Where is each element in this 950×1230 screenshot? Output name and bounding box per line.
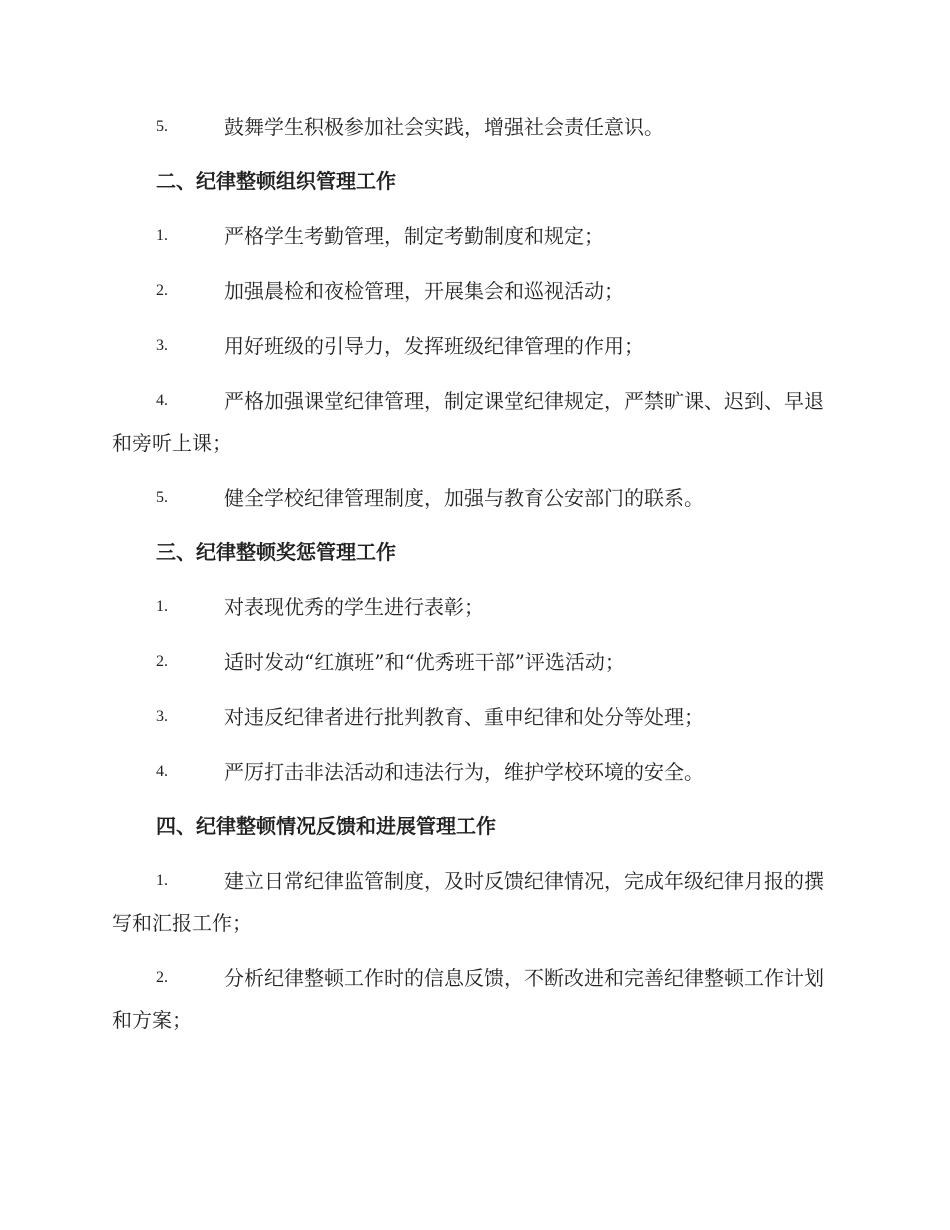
list-item xyxy=(112,325,837,367)
list-number: 2. xyxy=(156,282,168,299)
list-number: 3. xyxy=(156,337,168,354)
list-number: 2. xyxy=(156,653,168,670)
list-item xyxy=(112,957,837,1041)
list-text: 对违反纪律者进行批判教育、重申纪律和处分等处理； xyxy=(224,705,704,729)
list-item xyxy=(112,215,837,257)
list-text: 建立日常纪律监管制度，及时反馈纪律情况，完成年级纪律月报的撰写和汇报工作； xyxy=(112,869,824,935)
section-heading: 四、纪律整顿情况反馈和进展管理工作 xyxy=(156,814,496,838)
list-number: 4. xyxy=(156,392,168,409)
list-number: 3. xyxy=(156,708,168,725)
list-text: 严格学生考勤管理，制定考勤制度和规定； xyxy=(224,224,604,248)
list-text: 对表现优秀的学生进行表彰； xyxy=(224,595,484,619)
list-item xyxy=(112,477,837,519)
section-heading: 三、纪律整顿奖惩管理工作 xyxy=(156,540,396,564)
list-item xyxy=(112,751,837,793)
list-item xyxy=(112,380,837,464)
list-item xyxy=(112,860,837,944)
list-text: 健全学校纪律管理制度，加强与教育公安部门的联系。 xyxy=(224,486,704,510)
section-heading: 二、纪律整顿组织管理工作 xyxy=(156,169,396,193)
list-item xyxy=(112,696,837,738)
list-number: 2. xyxy=(156,969,168,986)
list-item xyxy=(112,641,837,683)
list-text: 鼓舞学生积极参加社会实践，增强社会责任意识。 xyxy=(224,115,664,139)
list-number: 4. xyxy=(156,763,168,780)
list-item xyxy=(112,106,837,148)
list-text: 严格加强课堂纪律管理，制定课堂纪律规定，严禁旷课、迟到、早退和旁听上课； xyxy=(112,389,824,455)
list-number: 5. xyxy=(156,118,168,135)
list-text: 用好班级的引导力，发挥班级纪律管理的作用； xyxy=(224,334,644,358)
list-text: 分析纪律整顿工作时的信息反馈，不断改进和完善纪律整顿工作计划和方案； xyxy=(112,966,824,1032)
list-text: 适时发动“红旗班”和“优秀班干部”评选活动； xyxy=(224,650,625,674)
list-number: 1. xyxy=(156,598,168,615)
list-number: 5. xyxy=(156,489,168,506)
list-item xyxy=(112,586,837,628)
list-item xyxy=(112,270,837,312)
list-text: 严厉打击非法活动和违法行为，维护学校环境的安全。 xyxy=(224,760,704,784)
list-number: 1. xyxy=(156,227,168,244)
list-number: 1. xyxy=(156,872,168,889)
list-text: 加强晨检和夜检管理，开展集会和巡视活动； xyxy=(224,279,624,303)
